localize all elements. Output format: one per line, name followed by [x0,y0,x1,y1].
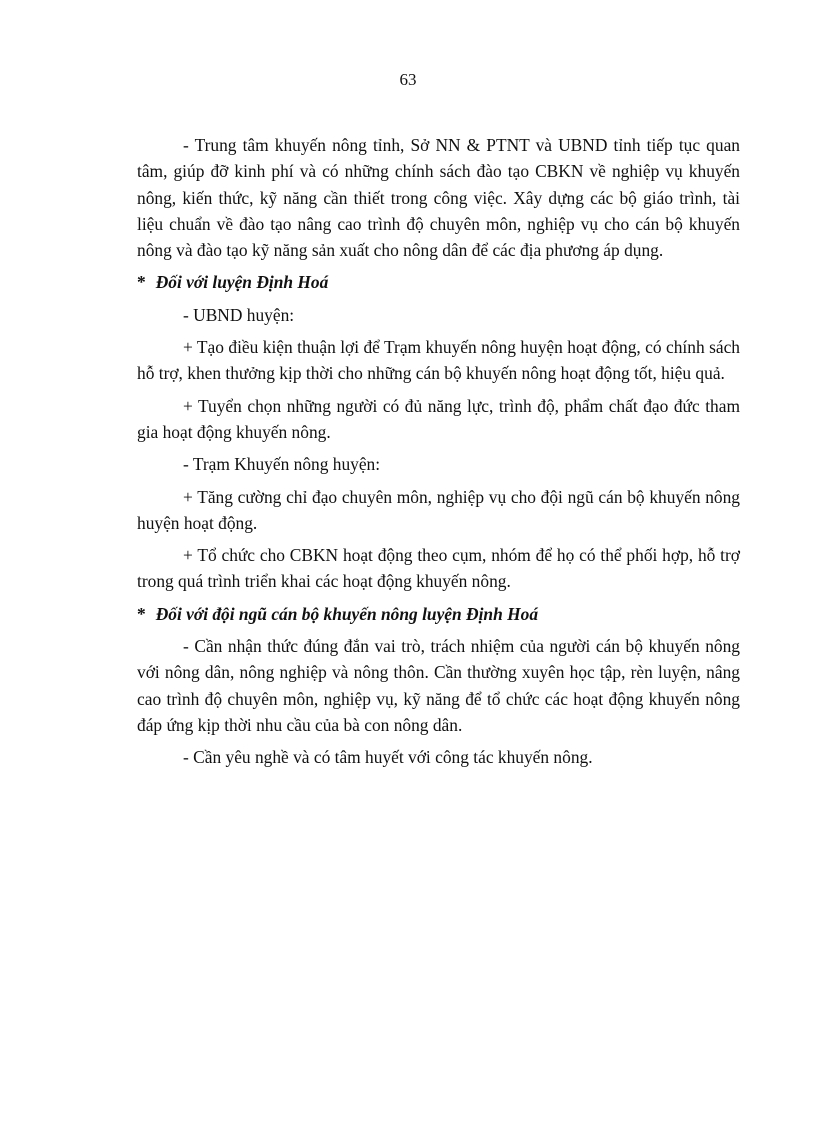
paragraph-training-support: - Trung tâm khuyến nông tỉnh, Sở NN & PTNT và UBND tỉnh tiếp tục quan tâm, giúp đỡ kinh phí và có những chính sách đào tạo CBKN về nghiệp vụ khuyến nông, kiến thức, kỹ năng cần thiết trong công việc. Xây dựng các bộ giáo trình, tài liệu chuẩn về đào tạo nâng cao trình độ chuyên môn, nghiệp vụ cho cán bộ khuyến nông và đào tạo kỹ năng sản xuất cho nông dân để các địa phương áp dụng. [137,135,740,261]
paragraph-create-conditions: + Tạo điều kiện thuận lợi để Trạm khuyến nông huyện hoạt động, có chính sách hỗ trợ, khen thưởng kịp thời cho những cán bộ khuyến nông hoạt động tốt, hiệu quả. [137,337,740,384]
asterisk-bullet: * [137,603,146,624]
paragraph-dedication: - Cần yêu nghề và có tâm huyết với công tác khuyến nông. [183,747,593,768]
paragraph-organize: + Tổ chức cho CBKN hoạt động theo cụm, nhóm để họ có thể phối hợp, hỗ trợ trong quá trình triển khai các hoạt động khuyến nông. [137,545,740,592]
section-heading-staff [137,601,740,627]
section-heading-text: Đối với đội ngũ cán bộ khuyến nông luyện Định Hoá [155,603,539,624]
paragraph-ubnd: - UBND huyện: [183,304,295,325]
section-heading-text: Đối với luyện Định Hoá [155,272,329,293]
paragraph-awareness: - Cần nhận thức đúng đắn vai trò, trách nhiệm của người cán bộ khuyến nông với nông dân, nông nghiệp và nông thôn. Cần thường xuyên học tập, rèn luyện, nâng cao trình độ chuyên môn, nghiệp vụ, kỹ năng để tổ chức các hoạt động khuyến nông đáp ứng kịp thời nhu cầu của bà con nông dân. [137,636,740,735]
page-number: 63 [399,70,417,89]
section-heading-district [137,269,740,295]
asterisk-bullet: * [137,272,146,293]
document-body [137,132,740,777]
paragraph-strengthen: + Tăng cường chỉ đạo chuyên môn, nghiệp vụ cho đội ngũ cán bộ khuyến nông huyện hoạt động. [137,486,740,533]
paragraph-station: - Trạm Khuyến nông huyện: [183,454,381,475]
paragraph-recruit: + Tuyển chọn những người có đủ năng lực, trình độ, phẩm chất đạo đức tham gia hoạt động khuyến nông. [137,395,740,442]
